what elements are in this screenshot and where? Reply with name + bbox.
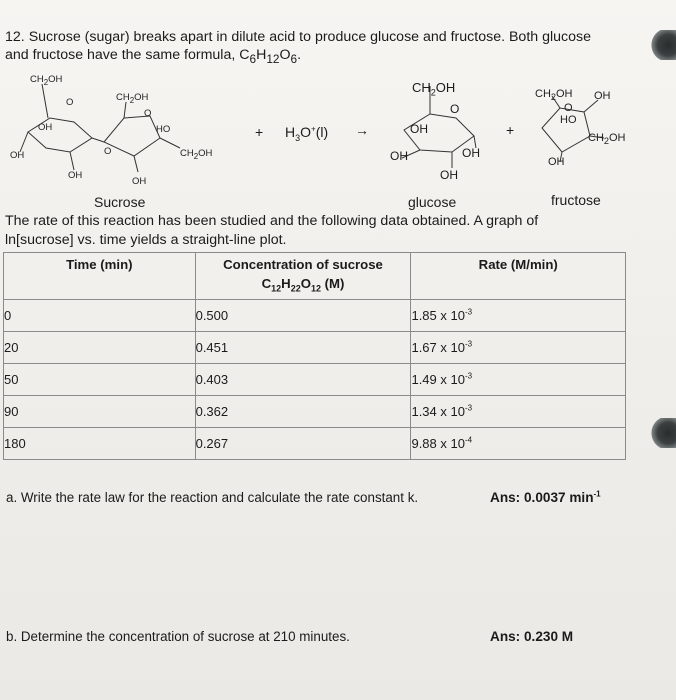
formula-sub-h: 12 bbox=[266, 51, 280, 66]
formula-period: . bbox=[297, 47, 302, 63]
plus-sign-2: + bbox=[506, 122, 515, 138]
sucrose-o-1: O bbox=[66, 97, 74, 108]
glucose-ch2oh: $CH_2OH$ bbox=[412, 80, 456, 98]
part-b-question: b. Determine the concentration of sucrose at 210 minutes. bbox=[6, 629, 350, 644]
sucrose-oh-3: OH bbox=[68, 170, 83, 181]
sucrose-oh-4: OH bbox=[132, 176, 147, 187]
glucose-oh-2: OH bbox=[390, 149, 408, 163]
sucrose-o-2: O bbox=[144, 108, 152, 119]
cell-concentration: 0.451 bbox=[195, 332, 411, 364]
sucrose-ho: HO bbox=[156, 124, 171, 135]
sucrose-ch2oh-1: $CH_2OH$ bbox=[30, 74, 63, 87]
cell-rate: 1.49 x $10^{-3}$ bbox=[411, 364, 626, 396]
glucose-label: glucose bbox=[408, 194, 457, 210]
cell-rate: 1.85 x $10^{-3}$ bbox=[411, 300, 626, 332]
cell-concentration: 0.403 bbox=[195, 364, 411, 396]
description-line-2: ln[sucrose] vs. time yields a straight-line plot. bbox=[5, 232, 287, 248]
cell-time: 20 bbox=[4, 332, 196, 364]
table-header-row bbox=[4, 253, 626, 300]
cell-time: 90 bbox=[4, 396, 196, 428]
glucose-oh-4: OH bbox=[440, 168, 458, 182]
formula-sub-c: 6 bbox=[249, 51, 257, 66]
cell-concentration: 0.500 bbox=[195, 300, 411, 332]
description-line-1: The rate of this reaction has been studied and the following data obtained. A graph of bbox=[5, 213, 539, 229]
glucose-ring-o: O bbox=[450, 102, 460, 116]
binder-clip-bottom bbox=[650, 418, 676, 448]
sucrose-oh-1: OH bbox=[38, 122, 53, 133]
formula-sub-o: 6 bbox=[290, 51, 298, 66]
intro-line-1: Sucrose (sugar) breaks apart in dilute acid to produce glucose and fructose. Both glucose bbox=[28, 29, 591, 45]
glucose-oh-1: OH bbox=[410, 122, 428, 136]
header-rate: Rate (M/min) bbox=[411, 253, 626, 300]
hydronium-reagent: $H_3O^+(l)$ bbox=[285, 124, 329, 143]
formula-h: H bbox=[256, 47, 267, 63]
plus-sign-1: + bbox=[255, 124, 264, 140]
question-number: 12. bbox=[5, 29, 25, 45]
cell-time: 0 bbox=[4, 300, 196, 332]
sucrose-bridge-o: O bbox=[104, 146, 112, 157]
intro-line-2: and fructose have the same formula, C bbox=[5, 47, 250, 63]
table-row bbox=[4, 300, 626, 332]
data-description bbox=[5, 212, 655, 250]
fructose-oh-2: OH bbox=[548, 156, 565, 168]
table-row bbox=[4, 428, 626, 460]
sucrose-ring-2 bbox=[104, 116, 160, 156]
sucrose-oh-2: OH bbox=[10, 150, 25, 161]
sucrose-label: Sucrose bbox=[94, 194, 146, 210]
header-concentration: Concentration of sucrose $C_{12}H_{22}O_{12}$ (M) bbox=[195, 253, 411, 300]
cell-concentration: 0.362 bbox=[195, 396, 411, 428]
sucrose-ch2oh-3: $CH_2OH$ bbox=[180, 148, 213, 161]
question-intro bbox=[5, 28, 645, 68]
reaction-diagram bbox=[0, 72, 676, 222]
glucose-oh-3: OH bbox=[462, 146, 480, 160]
cell-rate: 1.67 x $10^{-3}$ bbox=[411, 332, 626, 364]
fructose-ho: HO bbox=[560, 114, 577, 126]
fructose-label: fructose bbox=[551, 192, 601, 208]
cell-rate: 9.88 x $10^{-4}$ bbox=[411, 428, 626, 460]
formula-o: O bbox=[279, 47, 291, 63]
cell-time: 180 bbox=[4, 428, 196, 460]
fructose-ch2oh-1: $CH_2OH$ bbox=[535, 88, 573, 103]
fructose-oh-1: OH bbox=[594, 90, 611, 102]
fructose-ch2oh-2: $CH_2OH$ bbox=[588, 132, 626, 147]
table-row bbox=[4, 364, 626, 396]
table-row bbox=[4, 332, 626, 364]
header-time: Time (min) bbox=[4, 253, 196, 300]
part-b-answer: Ans: 0.230 M bbox=[490, 629, 574, 644]
cell-time: 50 bbox=[4, 364, 196, 396]
structure-drawing bbox=[0, 72, 676, 212]
binder-clip-top bbox=[650, 30, 676, 60]
part-a-answer: Ans: 0.0037 $\min^{-1}$ bbox=[490, 489, 601, 505]
rate-data-table bbox=[3, 252, 626, 460]
sucrose-ch2oh-2: $CH_2OH$ bbox=[116, 92, 149, 105]
part-a-question: a. Write the rate law for the reaction and calculate the rate constant k. bbox=[6, 490, 419, 505]
fructose-ring-o: O bbox=[564, 102, 573, 114]
cell-rate: 1.34 x $10^{-3}$ bbox=[411, 396, 626, 428]
table-row bbox=[4, 396, 626, 428]
cell-concentration: 0.267 bbox=[195, 428, 411, 460]
reaction-arrow: → bbox=[355, 122, 369, 138]
